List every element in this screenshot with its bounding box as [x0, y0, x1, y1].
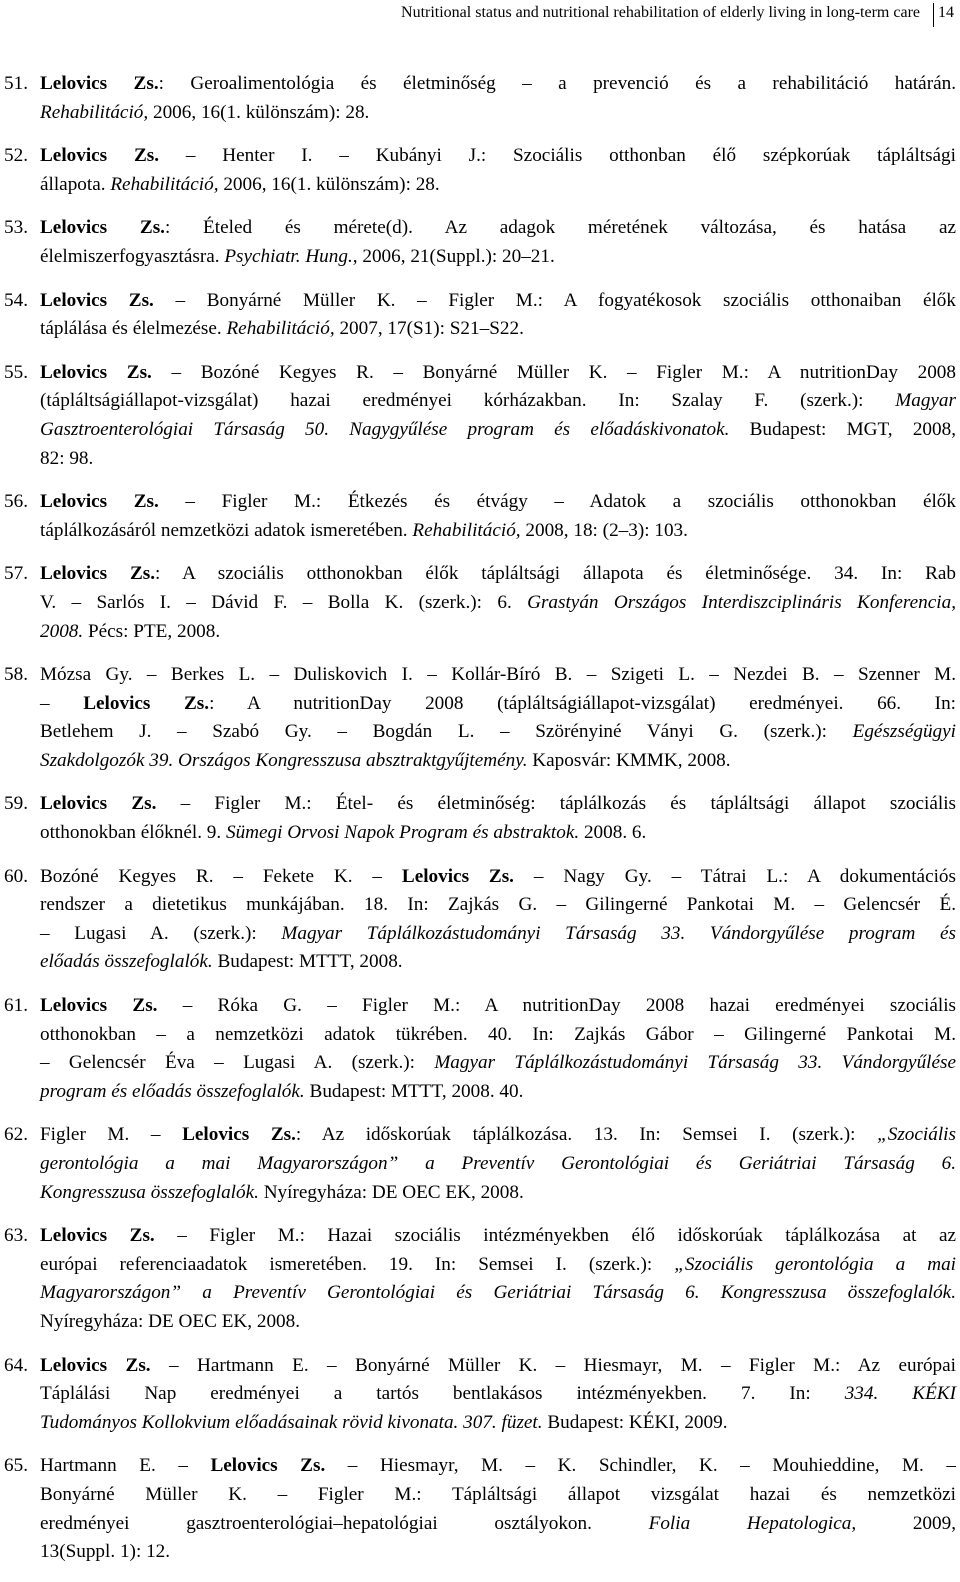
reference-line — [40, 863, 956, 892]
reference-text: rendszer a dietetikus munkájában. 18. In: Zajkás G. – Gilingerné Pankotai M. – Gelencsér É. — [40, 894, 956, 916]
author-highlight: Lelovics Zs. — [40, 793, 157, 815]
reference-text: Mózsa Gy. – Berkes L. – Duliskovich I. – Kollár-Bíró B. – Szigeti L. – Nezdei B. – Szenner M. — [40, 664, 956, 686]
reference-line — [4, 1538, 956, 1567]
reference-text: Betlehem J. – Szabó Gy. – Bogdán L. – Szörényiné Ványi G. (szerk.): — [40, 721, 853, 743]
reference-text: 2006, 16(1. különszám): 28. — [148, 101, 370, 123]
reference-text: Budapest: MTTT, 2008. 40. — [304, 1080, 524, 1102]
reference-line — [40, 661, 956, 690]
reference-line — [4, 1150, 956, 1179]
source-title: 2008. — [40, 620, 84, 642]
source-title: Magyar Táplálkozástudományi Társaság 33. Vándorgyűlése program és — [281, 922, 956, 944]
reference-number: 56. — [4, 491, 28, 513]
reference-entry — [4, 1352, 956, 1438]
source-title: Gasztroenterológiai Társaság 50. Nagygyűlése program és előadáskivonatok. — [40, 418, 730, 440]
reference-entry — [4, 359, 956, 473]
reference-text: – Figler M.: Étkezés és étvágy – Adatok a szociális otthonokban élők — [158, 491, 956, 513]
reference-text: – — [40, 692, 84, 714]
reference-text: Bonyárné Müller K. – Figler M.: Tápláltsági állapot vizsgálat hazai és nemzetközi — [40, 1483, 956, 1505]
author-highlight: Lelovics Zs. — [40, 145, 160, 167]
reference-text: európai referenciaadatok ismeretében. 19. In: Semsei I. (szerk.): — [40, 1253, 675, 1275]
reference-line — [4, 920, 956, 949]
reference-text: Pécs: PTE, 2008. — [83, 620, 221, 642]
author-highlight: Lelovics Zs. — [182, 1124, 296, 1146]
reference-line — [4, 517, 956, 546]
reference-line — [40, 488, 956, 517]
reference-line — [40, 1222, 956, 1251]
reference-line — [4, 416, 956, 445]
reference-line — [4, 445, 956, 474]
reference-line — [4, 1481, 956, 1510]
author-highlight: Lelovics Zs. — [83, 692, 210, 714]
reference-text: , 2006, 21(Suppl.): 20–21. — [352, 245, 555, 267]
source-title: Magyarországon” a Preventív Gerontológiai és Geriátriai Társaság 6. Kongresszusa összefoglalók. — [40, 1282, 956, 1304]
source-title: Grastyán Országos Interdiszciplináris Konferencia, — [527, 591, 956, 613]
reference-entry — [4, 661, 956, 775]
reference-text: eredményei gasztroenterológiai–hepatológiai osztályokon. — [40, 1512, 649, 1534]
source-title: program és előadás összefoglalók. — [40, 1080, 305, 1102]
reference-entry — [4, 863, 956, 977]
reference-text: – Gelencsér Éva – Lugasi A. (szerk.): — [40, 1052, 435, 1074]
source-title: „Szociális gerontológia a mai — [674, 1253, 956, 1275]
source-title: „Szociális — [877, 1124, 956, 1146]
author-highlight: Lelovics Zs. — [40, 361, 152, 383]
reference-text: : Geroalimentológia és életminőség – a prevenció és a rehabilitáció határán. — [158, 73, 956, 94]
reference-line — [40, 359, 956, 388]
page-number: 14 — [938, 4, 954, 21]
reference-line — [40, 287, 956, 316]
source-title: előadás összefoglalók. — [40, 951, 213, 973]
author-highlight: Lelovics Zs. — [40, 73, 159, 94]
reference-text: 82: 98. — [40, 447, 94, 469]
reference-text: Kaposvár: KMMK, 2008. — [527, 749, 731, 771]
reference-line — [4, 1279, 956, 1308]
reference-line — [40, 142, 956, 171]
reference-line — [4, 315, 956, 344]
reference-text: 13(Suppl. 1): 12. — [40, 1541, 171, 1563]
source-title: 334. KÉKI — [844, 1383, 956, 1405]
author-highlight: Lelovics Zs. — [210, 1455, 326, 1477]
reference-text: Budapest: MGT, 2008, — [729, 418, 956, 440]
author-highlight: Lelovics Zs. — [401, 865, 514, 887]
reference-line — [4, 747, 956, 776]
source-title: Rehabilitáció, — [226, 318, 335, 340]
reference-entry — [4, 560, 956, 646]
reference-entry — [4, 142, 956, 199]
reference-text: : A nutritionDay 2008 (tápláltságiállapot-vizsgálat) eredményei. 66. In: — [209, 692, 956, 714]
reference-line — [4, 1049, 956, 1078]
reference-text: Nyíregyháza: DE OEC EK, 2008. — [258, 1181, 524, 1203]
reference-text: Hartmann E. – — [40, 1455, 211, 1477]
reference-text: 2008. 6. — [579, 822, 647, 844]
source-title: Sümegi Orvosi Napok Program és abstraktok. — [225, 822, 580, 844]
reference-number: 64. — [4, 1354, 28, 1376]
reference-number: 58. — [4, 664, 28, 686]
reference-text: – Figler M.: Étel- és életminőség: táplálkozás és tápláltsági állapot szociális — [156, 793, 956, 815]
reference-text: – Hiesmayr, M. – K. Schindler, K. – Mouhieddine, M. – — [325, 1455, 956, 1477]
source-title: Tudományos Kollokvium előadásainak rövid kivonata. 307. füzet. — [40, 1411, 543, 1433]
author-highlight: Lelovics Zs. — [40, 491, 159, 513]
reference-number: 61. — [4, 995, 28, 1017]
reference-line — [40, 992, 956, 1021]
reference-text: : Az időskorúak táplálkozása. 13. In: Semsei I. (szerk.): — [295, 1124, 878, 1146]
reference-line — [4, 891, 956, 920]
source-title: gerontológia a mai Magyarországon” a Preventív Gerontológiai és Geriátriai Társaság 6. — [40, 1153, 956, 1174]
reference-text: : A szociális otthonokban élők tápláltsági állapota és életminősége. 34. In: Rab — [155, 563, 957, 585]
reference-line — [4, 718, 956, 747]
reference-number: 60. — [4, 865, 28, 887]
author-highlight: Lelovics Zs. — [40, 1354, 151, 1376]
reference-line — [4, 690, 956, 719]
reference-entry — [4, 214, 956, 271]
source-title: Kongresszusa összefoglalók. — [40, 1181, 259, 1203]
reference-line — [40, 1121, 956, 1150]
reference-number: 54. — [4, 289, 28, 311]
reference-line — [4, 1251, 956, 1280]
reference-text: táplálkozásáról nemzetközi adatok ismeretében. — [40, 519, 413, 541]
author-highlight: Lelovics Zs. — [40, 289, 154, 311]
source-title: Magyar — [895, 390, 956, 412]
reference-text: Figler M. – — [40, 1124, 183, 1146]
reference-line — [4, 1179, 956, 1208]
reference-entry — [4, 1222, 956, 1336]
reference-text: táplálása és élelmezése. — [40, 318, 227, 340]
source-title: Egészségügyi — [852, 721, 956, 743]
reference-number: 59. — [4, 793, 28, 815]
reference-text: élelmiszerfogyasztásra. — [40, 245, 225, 267]
reference-number: 51. — [4, 73, 28, 94]
reference-text: 2008, 18: (2–3): 103. — [520, 519, 688, 541]
source-title: Magyar Táplálkozástudományi Társaság 33. Vándorgyűlése — [434, 1052, 956, 1074]
reference-line — [4, 589, 956, 618]
reference-text: Budapest: KÉKI, 2009. — [542, 1411, 728, 1433]
reference-line — [4, 171, 956, 200]
header-divider — [933, 3, 934, 27]
reference-text: 2007, 17(S1): S21–S22. — [334, 318, 524, 340]
reference-text: Budapest: MTTT, 2008. — [212, 951, 403, 973]
reference-text: Nyíregyháza: DE OEC EK, 2008. — [40, 1310, 301, 1332]
reference-line — [40, 790, 956, 819]
reference-text: Táplálási Nap eredményei a tartós bentlakásos intézményekben. 7. In: — [40, 1383, 845, 1405]
author-highlight: Lelovics Zs. — [40, 1225, 155, 1247]
source-title: Rehabilitáció, — [40, 101, 149, 123]
source-title: Folia Hepatologica, — [648, 1512, 857, 1534]
page-header — [0, 0, 960, 32]
reference-text: otthonokban – a nemzetközi adatok tükrében. 40. In: Zajkás Gábor – Gilingerné Pankotai M. — [40, 1023, 956, 1045]
reference-line — [4, 99, 956, 128]
reference-line — [4, 618, 956, 647]
reference-text: állapota. — [40, 173, 111, 195]
reference-number: 52. — [4, 145, 28, 167]
reference-list — [4, 70, 956, 1582]
reference-line — [4, 1409, 956, 1438]
reference-text: – Bonyárné Müller K. – Figler M.: A fogyatékosok szociális otthonaiban élők — [153, 289, 956, 311]
author-highlight: Lelovics Zs. — [40, 563, 156, 585]
author-highlight: Lelovics Zs. — [40, 995, 158, 1017]
reference-line — [4, 948, 956, 977]
reference-line — [40, 70, 956, 99]
reference-number: 55. — [4, 361, 28, 383]
source-title: Szakdolgozók 39. Országos Kongresszusa absztraktgyűjtemény. — [40, 749, 528, 771]
reference-text: (tápláltságiállapot-vizsgálat) hazai eredményei kórházakban. In: Szalay F. (szerk.): — [40, 390, 896, 412]
reference-text: Bozóné Kegyes R. – Fekete K. – — [40, 865, 402, 887]
reference-line — [40, 214, 956, 243]
reference-number: 63. — [4, 1225, 28, 1247]
source-title: Psychiatr. Hung. — [224, 245, 353, 267]
reference-entry — [4, 1452, 956, 1566]
author-highlight: Lelovics Zs. — [40, 217, 165, 239]
reference-text: 2006, 16(1. különszám): 28. — [218, 173, 440, 195]
reference-entry — [4, 1121, 956, 1207]
reference-line — [40, 1352, 956, 1381]
reference-line — [4, 819, 956, 848]
reference-text: : Ételed és mérete(d). Az adagok méretének változása, és hatása az — [164, 217, 956, 239]
reference-number: 57. — [4, 563, 28, 585]
reference-text: – Bozóné Kegyes R. – Bonyárné Müller K. – Figler M.: A nutritionDay 2008 — [151, 361, 956, 383]
reference-entry — [4, 488, 956, 545]
reference-line — [4, 1380, 956, 1409]
reference-entry — [4, 790, 956, 847]
reference-text: otthonokban élőknél. 9. — [40, 822, 226, 844]
reference-entry — [4, 287, 956, 344]
source-title: Rehabilitáció, — [110, 173, 219, 195]
reference-text: – Henter I. – Kubányi J.: Szociális otthonban élő szépkorúak tápláltsági — [159, 145, 956, 167]
reference-line — [40, 1452, 956, 1481]
reference-number: 65. — [4, 1455, 28, 1477]
reference-entry — [4, 992, 956, 1106]
source-title: Rehabilitáció, — [412, 519, 521, 541]
reference-text: – Róka G. – Figler M.: A nutritionDay 2008 hazai eredményei szociális — [157, 995, 956, 1017]
reference-line — [4, 387, 956, 416]
reference-text: – Figler M.: Hazai szociális intézményekben élő időskorúak táplálkozása at az — [154, 1225, 956, 1247]
reference-line — [4, 243, 956, 272]
reference-number: 53. — [4, 217, 28, 239]
reference-text: – Lugasi A. (szerk.): — [40, 922, 282, 944]
reference-line — [4, 1021, 956, 1050]
reference-text: V. – Sarlós I. – Dávid F. – Bolla K. (szerk.): 6. — [40, 591, 528, 613]
reference-line — [40, 560, 956, 589]
reference-entry — [4, 70, 956, 127]
reference-line — [4, 1308, 956, 1337]
reference-text: – Nagy Gy. – Tátrai L.: A dokumentációs — [513, 865, 956, 887]
reference-text: 2009, — [856, 1512, 956, 1534]
reference-line — [4, 1078, 956, 1107]
reference-number: 62. — [4, 1124, 28, 1146]
running-title: Nutritional status and nutritional rehabilitation of elderly living in long-term care — [401, 4, 920, 21]
reference-line — [4, 1510, 956, 1539]
reference-text: – Hartmann E. – Bonyárné Müller K. – Hiesmayr, M. – Figler M.: Az európai — [150, 1354, 956, 1376]
